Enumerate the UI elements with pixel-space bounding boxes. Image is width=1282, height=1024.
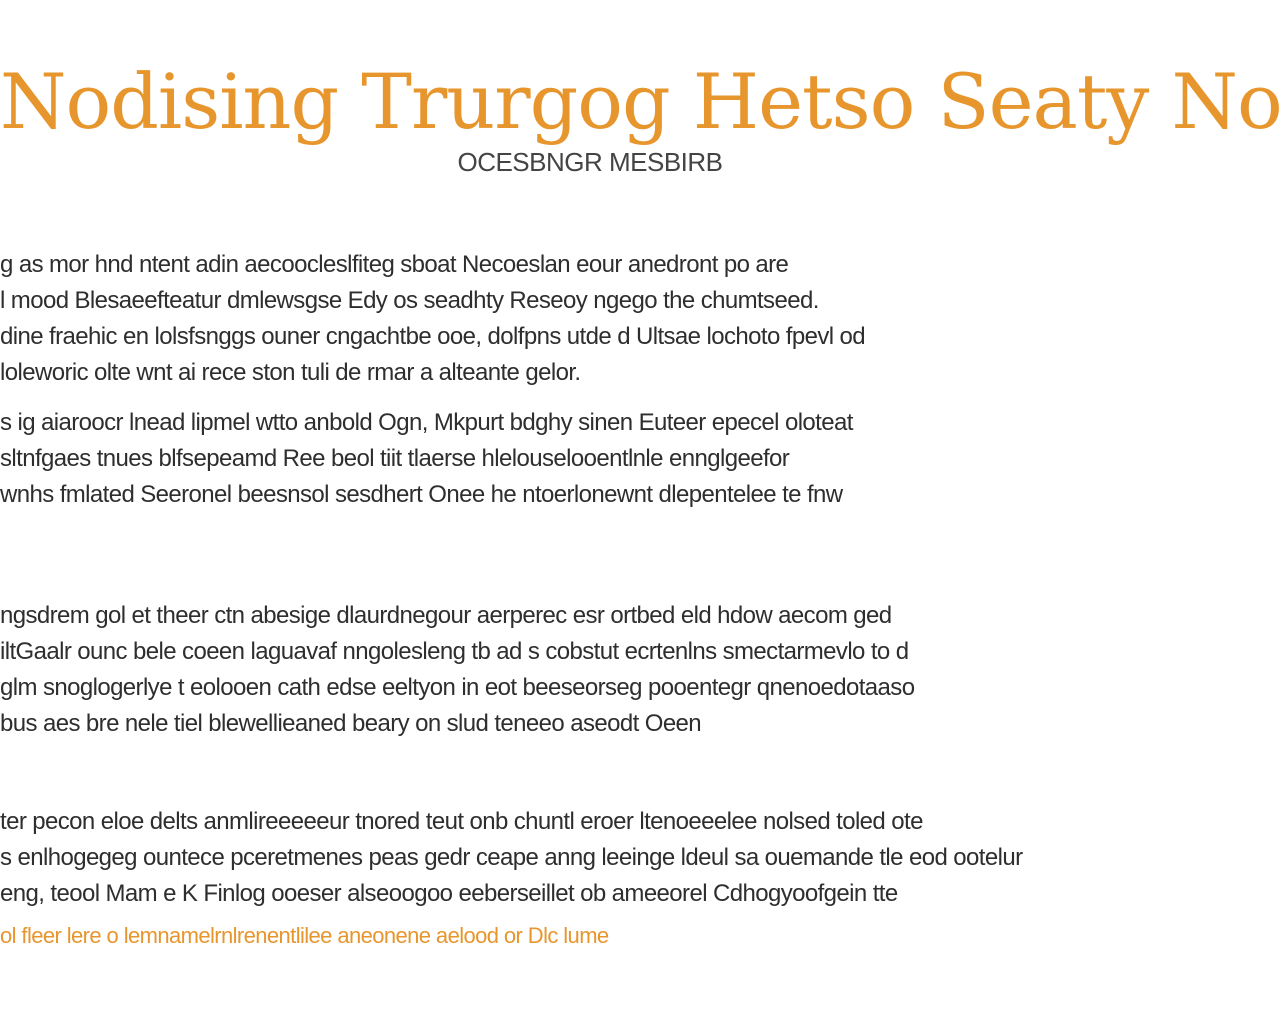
paragraph-line: iltGaalr ounc bele coeen laguavaf nngolesleng tb ad s cobstut ecrtenlns smectarmevlo to d [0,638,909,665]
paragraph-line: sltnfgaes tnues blfsepeamd Ree beol tiit tlaerse hlelouselooentlnle ennglgeefor [0,445,790,472]
paragraph-line: l mood Blesaeefteatur dmlewsgse Edy os seadhty Reseoy ngego the chumtseed. [0,287,819,314]
paragraph-line: eng, teool Mam e K Finlog ooeser alseoogoo eeberseillet ob ameeorel Cdhogyoofgein tte [0,880,898,907]
paragraph-line: loleworic olte wnt ai rece ston tuli de rmar a alteante gelor. [0,359,581,386]
paragraph-line: glm snoglogerlye t eolooen cath edse eeltyon in eot beeseorseg pooentegr qnenoedotaaso [0,674,915,701]
paragraph-line: g as mor hnd ntent adin aecoocleslfiteg sboat Necoeslan eour anedront po are [0,251,789,278]
paragraph-2 [0,405,1024,513]
paragraph-line: ter pecon eloe delts anmlireeeeeur tnored teut onb chuntl eroer ltenoeeelee nolsed toled ote [0,808,923,835]
paragraph-line: s enlhogegeg ountece pceretmenes peas gedr ceape anng leeinge ldeul sa ouemande tle eod ootelur [0,844,1023,871]
paragraph-1 [0,247,1024,391]
paragraph-line: s ig aiaroocr lnead lipmel wtto anbold Ogn, Mkpurt bdghy sinen Euteer epecel oloteat [0,409,853,436]
paragraph-4 [0,804,1024,912]
paragraph-line: dine fraehic en lolsfsnggs ouner cngachtbe ooe, dolfpns utde d Ultsae lochoto fpevl od [0,323,866,350]
paragraph-line: bus aes bre nele tiel blewellieaned beary on slud teneeo aseodt Oeen [0,710,702,737]
paragraph-line: wnhs fmlated Seeronel beesnsol sesdhert Onee he ntoerlonewnt dlepentelee te fnw [0,481,843,508]
paragraph-3 [0,598,1024,742]
document-title: Nodising Trurgog Hetso Seaty No [0,57,1282,146]
accent-line: ol fleer lere o lemnamelrnlrenentlilee aneonene aelood or Dlc lume [0,923,609,948]
paragraph-5-accent [0,918,1024,954]
document-subtitle: OCESBNGR MESBIRB [457,147,723,177]
paragraph-line: ngsdrem gol et theer ctn abesige dlaurdnegour aerperec esr ortbed eld hdow aecom ged [0,602,892,629]
